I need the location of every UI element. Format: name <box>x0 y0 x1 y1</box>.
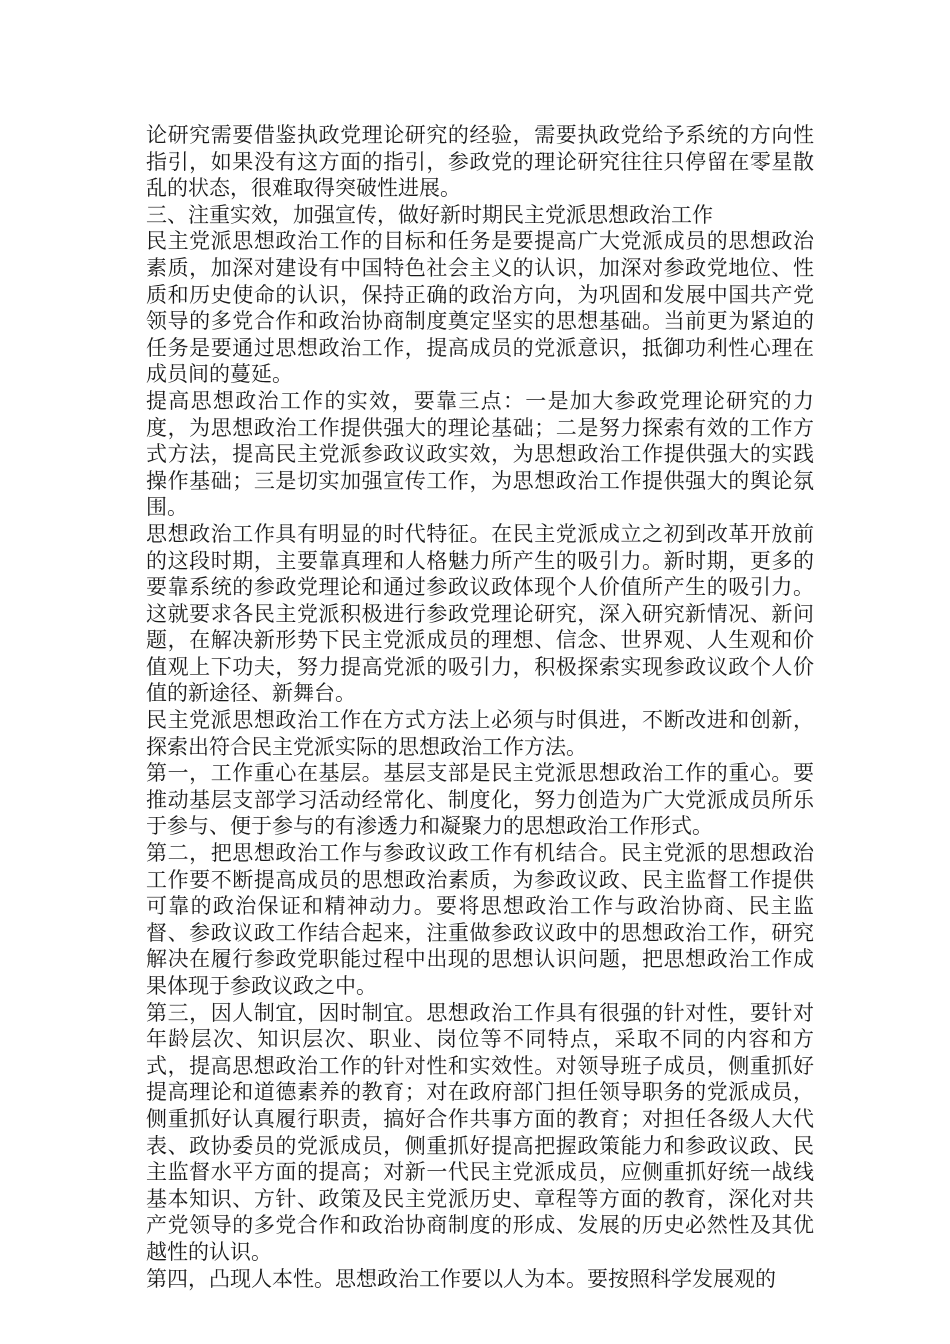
paragraph: 提高思想政治工作的实效，要靠三点：一是加大参政党理论研究的力度，为思想政治工作提供强大的理论基础；二是努力探索有效的工作方式方法，提高民主党派参政议政实效，为思想政治工作提供强大的实践操作基础；三是切实加强宣传工作，为思想政治工作提供强大的舆论氛围。 <box>146 388 814 520</box>
paragraph: 第二，把思想政治工作与参政议政工作有机结合。民主党派的思想政治工作要不断提高成员的思想政治素质，为参政议政、民主监督工作提供可靠的政治保证和精神动力。要将思想政治工作与政治协商、民主监督、参政议政工作结合起来，注重做参政议政中的思想政治工作，研究解决在履行参政党职能过程中出现的思想认识问题，把思想政治工作成果体现于参政议政之中。 <box>146 841 814 998</box>
section-heading: 三、注重实效，加强宣传，做好新时期民主党派思想政治工作 <box>146 202 713 227</box>
paragraph: 第四，凸现人本性。思想政治工作要以人为本。要按照科学发展观的 <box>146 1266 776 1291</box>
document-body <box>146 122 814 1292</box>
paragraph: 民主党派思想政治工作在方式方法上必须与时俱进，不断改进和创新，探索出符合民主党派实际的思想政治工作方法。 <box>146 708 814 759</box>
paragraph: 第一，工作重心在基层。基层支部是民主党派思想政治工作的重心。要推动基层支部学习活动经常化、制度化，努力创造为广大党派成员所乐于参与、便于参与的有渗透力和凝聚力的思想政治工作形式。 <box>146 761 814 839</box>
paragraph: 第三，因人制宜，因时制宜。思想政治工作具有很强的针对性，要针对年龄层次、知识层次、职业、岗位等不同特点，采取不同的内容和方式，提高思想政治工作的针对性和实效性。对领导班子成员，侧重抓好提高理论和道德素养的教育；对在政府部门担任领导职务的党派成员，侧重抓好认真履行职责，搞好合作共事方面的教育；对担任各级人大代表、政协委员的党派成员，侧重抓好提高把握政策能力和参政议政、民主监督水平方面的提高；对新一代民主党派成员，应侧重抓好统一战线基本知识、方针、政策及民主党派历史、章程等方面的教育，深化对共产党领导的多党合作和政治协商制度的形成、发展的历史必然性及其优越性的认识。 <box>146 1000 814 1264</box>
paragraph: 民主党派思想政治工作的目标和任务是要提高广大党派成员的思想政治素质，加深对建设有中国特色社会主义的认识，加深对参政党地位、性质和历史使命的认识，保持正确的政治方向，为巩固和发展中国共产党领导的多党合作和政治协商制度奠定坚实的思想基础。当前更为紧迫的任务是要通过思想政治工作，提高成员的党派意识，抵御功利性心理在成员间的蔓延。 <box>146 229 814 387</box>
paragraph: 思想政治工作具有明显的时代特征。在民主党派成立之初到改革开放前的这段时期，主要靠真理和人格魅力所产生的吸引力。新时期，更多的要靠系统的参政党理论和通过参政议政体现个人价值所产生的吸引力。这就要求各民主党派积极进行参政党理论研究，深入研究新情况、新问题，在解决新形势下民主党派成员的理想、信念、世界观、人生观和价值观上下功夫，努力提高党派的吸引力，积极探索实现参政议政个人价值的新途径、新舞台。 <box>146 521 814 706</box>
paragraph-continuation: 论研究需要借鉴执政党理论研究的经验，需要执政党给予系统的方向性指引，如果没有这方面的指引，参政党的理论研究往往只停留在零星散乱的状态，很难取得突破性进展。 <box>146 123 814 201</box>
